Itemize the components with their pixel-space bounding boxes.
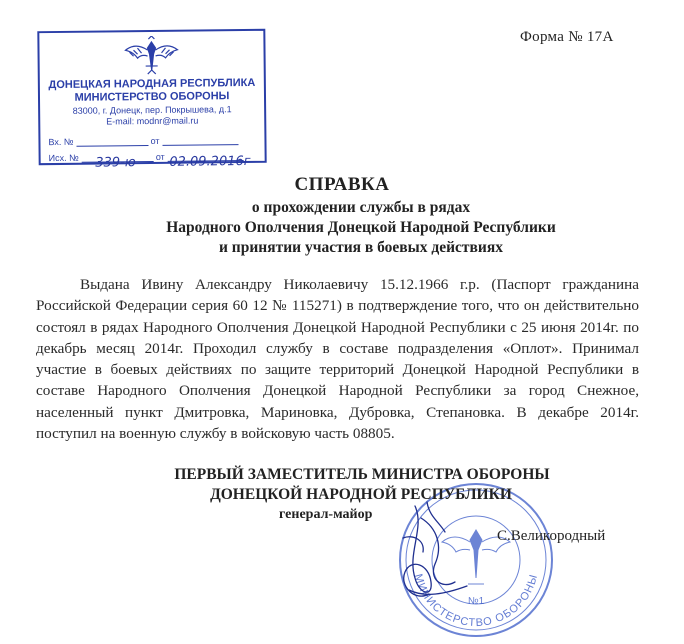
signatory-position-line1: ПЕРВЫЙ ЗАМЕСТИТЕЛЬ МИНИСТРА ОБОРОНЫ [174,466,550,483]
stamp-outgoing-date: 02.09.2016г [169,153,251,170]
document-subtitle-line3: и принятии участия в боевых действиях [219,239,503,256]
stamp-outgoing-from: от [155,151,165,162]
stamp-incoming-label: Вх. № [48,136,74,148]
seal-ring-text: МИНИСТЕРСТВО ОБОРОНЫ [411,572,541,630]
signatory-rank: генерал-майор [279,507,373,522]
stamp-address: 83000, г. Донецк, пер. Покрышева, д.1 [72,104,232,116]
stamp-outgoing-row [48,151,251,171]
stamp-outgoing-label: Исх. № [48,152,79,164]
stamp-outgoing-number: 339-ю [95,155,136,171]
form-number: Форма № 17А [520,29,614,45]
signatory-position-line2: ДОНЕЦКОЙ НАРОДНОЙ РЕСПУБЛИКИ [210,486,512,503]
stamp-republic-name: ДОНЕЦКАЯ НАРОДНАЯ РЕСПУБЛИКА [48,76,256,92]
eagle-emblem-icon [123,36,179,77]
stamp-incoming-from: от [150,135,160,147]
document-body: Выдана Ивину Александру Николаевичу 15.12.1966 г.р. (Паспорт гражданина Российской Федерации серия 60 12 № 115271) в подтверждение того, что он действительно состоял в рядах Народного Ополчения Донецкой Народной Республики с 25 июня 2014г. по декабрь месяц 2014г. Проходил службу в составе подразделения «Оплот». Принимал участие в боевых действиях по защите территорий Донецкой Народной Республики в составе Народного Ополчения Донецкой Народной Республики за город Снежное, населенный пункт Дмитровка, Мариновка, Дубровка, Степановка. В декабре 2014г. поступил на военную службу в войсковую часть 08805. [36,276,639,443]
registration-stamp [37,29,266,171]
signatory-name: С.Великородный [497,528,606,544]
document-subtitle-line1: о прохождении службы в рядах [251,199,471,216]
seal-center-text: №1 [467,596,485,607]
stamp-incoming-row [48,135,238,147]
document-subtitle-line2: Народного Ополчения Донецкой Народной Республики [166,219,556,236]
stamp-email: E-mail: modnr@mail.ru [106,115,199,127]
document-title: СПРАВКА [294,174,390,195]
stamp-ministry-name: МИНИСТЕРСТВО ОБОРОНЫ [74,90,230,104]
handwritten-signature-icon [385,498,495,608]
